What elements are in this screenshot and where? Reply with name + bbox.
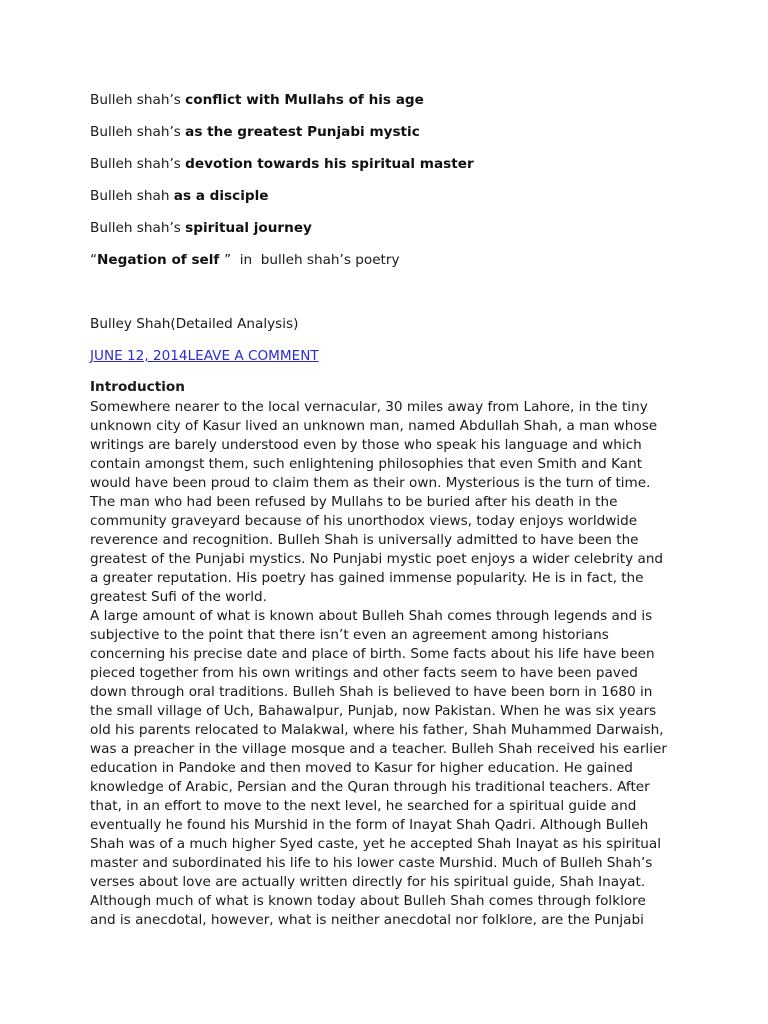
body-line: knowledge of Arabic, Persian and the Quran through his traditional teachers. After [90, 779, 650, 795]
topic-bold: conflict with Mullahs of his age [185, 92, 424, 108]
body-line: A large amount of what is known about Bulleh Shah comes through legends and is [90, 608, 653, 624]
open-quote: “ [90, 252, 98, 268]
body-line: subjective to the point that there isn’t even an agreement among historians [90, 627, 609, 643]
post-date-comment-link[interactable]: JUNE 12, 2014LEAVE A COMMENT [90, 348, 319, 364]
topic-prefix: Bulleh shah’s [90, 124, 186, 140]
topic-line-greatest-mystic [90, 122, 420, 142]
topic-bold: as a disciple [173, 188, 269, 204]
body-line: down through oral traditions. Bulleh Shah is believed to have been born in 1680 in [90, 684, 653, 700]
article-title: Bulley Shah(Detailed Analysis) [90, 316, 299, 332]
body-line: greatest Sufi of the world. [90, 589, 267, 605]
body-line: and is anecdotal, however, what is neither anecdotal nor folklore, are the Punjabi [90, 912, 644, 928]
topic-bold: spiritual journey [185, 220, 312, 236]
body-line: master and subordinated his life to his lower caste Murshid. Much of Bulleh Shah’s [90, 855, 653, 871]
topic-line-disciple [90, 186, 268, 206]
topic-bold: Negation of self [97, 252, 225, 268]
topic-prefix: Bulleh shah’s [90, 220, 186, 236]
section-heading: Introduction [90, 379, 185, 395]
body-line: The man who had been refused by Mullahs to be buried after his death in the [90, 494, 618, 510]
body-line: community graveyard because of his unorthodox views, today enjoys worldwide [90, 513, 638, 529]
body-line: Shah was of a much higher Syed caste, yet he accepted Shah Inayat as his spiritual [90, 836, 662, 852]
topic-line-devotion [90, 154, 474, 174]
body-line: concerning his precise date and place of birth. Some facts about his life have been [90, 646, 655, 662]
body-line: old his parents relocated to Malakwal, where his father, Shah Muhammed Darwaish, [90, 722, 664, 738]
body-line: Somewhere nearer to the local vernacular, 30 miles away from Lahore, in the tiny [90, 399, 648, 415]
body-line: reverence and recognition. Bulleh Shah is universally admitted to have been the [90, 532, 639, 548]
body-line: the small village of Uch, Bahawalpur, Punjab, now Pakistan. When he was six years [90, 703, 657, 719]
topic-rest: in bulleh shah’s poetry [231, 252, 400, 268]
body-line: Although much of what is known today about Bulleh Shah comes through folklore [90, 893, 646, 909]
body-line: education in Pandoke and then moved to Kasur for higher education. He gained [90, 760, 633, 776]
body-line: contain amongst them, such enlightening philosophies that even Smith and Kant [90, 456, 643, 472]
body-paragraphs [90, 398, 690, 930]
body-line: pieced together from his own writings and other facts seem to have been paved [90, 665, 638, 681]
body-line: that, in an effort to move to the next level, he searched for a spiritual guide and [90, 798, 637, 814]
topic-line-journey [90, 218, 312, 238]
body-line: would have been proud to claim them as their own. Mysterious is the turn of time. [90, 475, 651, 491]
topic-bold: devotion towards his spiritual master [185, 156, 474, 172]
topic-prefix: Bulleh shah [90, 188, 174, 204]
topic-prefix: Bulleh shah’s [90, 156, 186, 172]
topic-line-conflict [90, 90, 424, 110]
topic-prefix: Bulleh shah’s [90, 92, 186, 108]
close-quote: ” [224, 252, 232, 268]
body-line: a greater reputation. His poetry has gained immense popularity. He is in fact, the [90, 570, 644, 586]
body-line: unknown city of Kasur lived an unknown man, named Abdullah Shah, a man whose [90, 418, 658, 434]
topic-bold: as the greatest Punjabi mystic [185, 124, 420, 140]
body-line: eventually he found his Murshid in the form of Inayat Shah Qadri. Although Bulleh [90, 817, 649, 833]
topic-line-negation [90, 250, 400, 270]
body-line: verses about love are actually written directly for his spiritual guide, Shah Inayat. [90, 874, 646, 890]
body-line: writings are barely understood even by those who speak his language and which [90, 437, 642, 453]
body-line: greatest of the Punjabi mystics. No Punjabi mystic poet enjoys a wider celebrity and [90, 551, 664, 567]
body-line: was a preacher in the village mosque and a teacher. Bulleh Shah received his earlier [90, 741, 667, 757]
